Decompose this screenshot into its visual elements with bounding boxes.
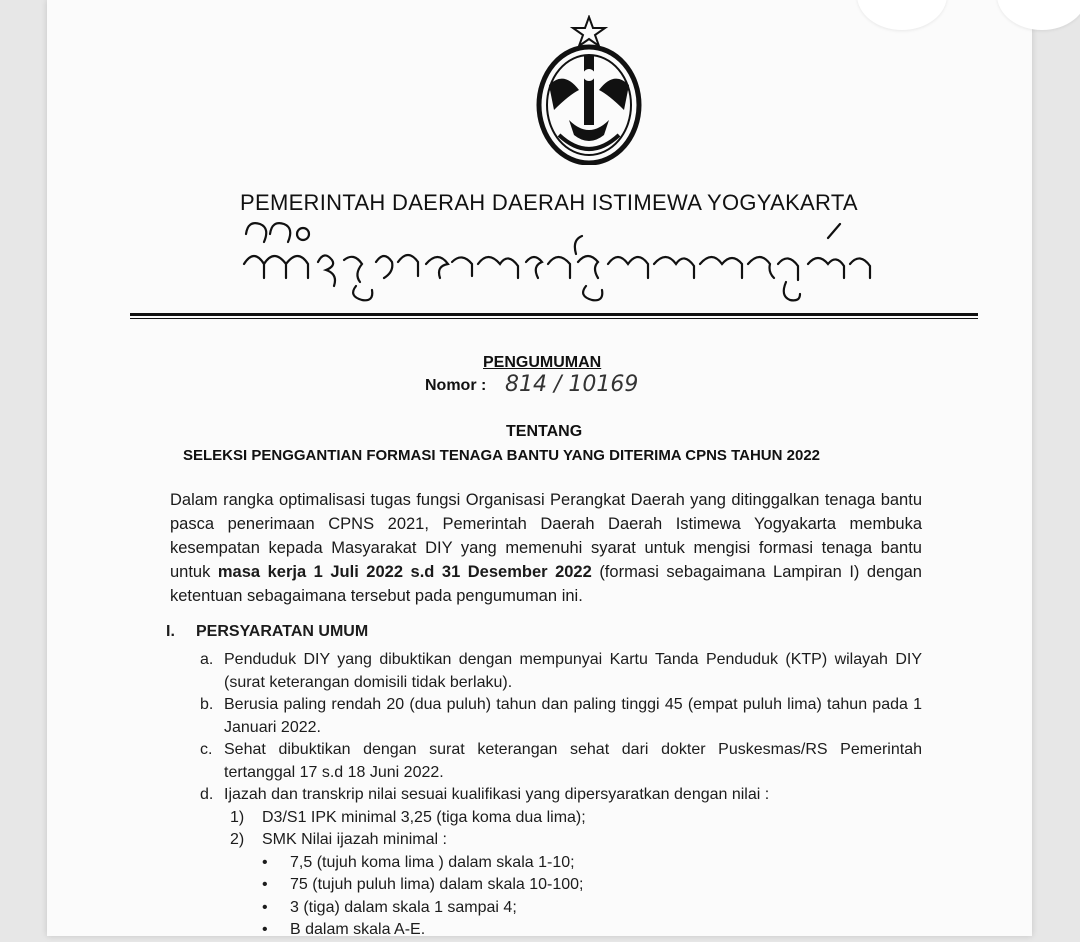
requirements-list — [200, 649, 922, 942]
announcement-about-label: TENTANG — [506, 423, 583, 440]
corner-overlay-left — [857, 0, 947, 30]
item-label: c. — [200, 741, 213, 758]
bullet-item — [262, 874, 922, 897]
javanese-script-icon — [238, 216, 878, 306]
intro-paragraph — [170, 488, 922, 608]
item-label: b. — [200, 696, 214, 713]
sub-item — [230, 829, 922, 852]
sub-item-text: SMK Nilai ijazah minimal : — [262, 831, 447, 848]
bullet-icon: • — [262, 898, 268, 916]
list-item — [200, 649, 922, 694]
bullet-item — [262, 852, 922, 875]
header-rule-thin — [130, 318, 978, 319]
bullet-text: B dalam skala A-E. — [290, 921, 426, 938]
item-label: d. — [200, 786, 214, 803]
item-text: Sehat dibuktikan dengan surat keterangan sehat dari dokter Puskesmas/RS Pemerintah tertanggal 17 s.d 18 Juni 2022. — [224, 741, 922, 781]
bullet-text: 3 (tiga) dalam skala 1 sampai 4; — [290, 898, 517, 916]
item-text: Ijazah dan transkrip nilai sesuai kualifikasi yang dipersyaratkan dengan nilai : — [224, 786, 770, 803]
section-title — [166, 623, 368, 641]
corner-overlay-right — [997, 0, 1080, 30]
agency-name: PEMERINTAH DAERAH DAERAH ISTIMEWA YOGYAKARTA — [240, 190, 858, 215]
sub-item-label: 2) — [230, 831, 245, 848]
bullet-icon: • — [262, 921, 268, 938]
announcement-title: PENGUMUMAN — [483, 354, 602, 371]
section-number: I. — [166, 623, 175, 640]
bullet-list — [262, 852, 922, 942]
header-rule-thick — [130, 313, 978, 316]
bullet-text: 75 (tujuh puluh lima) dalam skala 10-100; — [290, 876, 584, 893]
intro-text-1: Dalam rangka optimalisasi tugas fungsi Organisasi Perangkat Daerah yang ditinggalkan tenaga bantu pasca penerimaan CPNS 2021, Pemerintah Daerah Daerah Istimewa Yogyakarta membuka kesempatan kepada Masyarakat DIY yang memenuhi syarat untuk mengisi formasi tenaga bantu untuk — [170, 491, 922, 581]
announcement-subject: SELEKSI PENGGANTIAN FORMASI TENAGA BANTU YANG DITERIMA CPNS TAHUN 2022 — [183, 447, 821, 464]
sub-item-text: D3/S1 IPK minimal 3,25 (tiga koma dua lima); — [262, 808, 586, 826]
yogyakarta-emblem-icon — [534, 15, 644, 165]
intro-period-bold: masa kerja 1 Juli 2022 s.d 31 Desember 2022 — [217, 563, 592, 581]
section-heading: PERSYARATAN UMUM — [196, 623, 369, 640]
bullet-item — [262, 919, 922, 942]
item-text: Berusia paling rendah 20 (dua puluh) tahun dan paling tinggi 45 (empat puluh lima) tahun pada 1 Januari 2022. — [224, 696, 922, 736]
bullet-item — [262, 897, 922, 920]
sub-item — [230, 807, 922, 830]
bullet-icon: • — [262, 853, 268, 871]
intro-text-2: (formasi sebagaimana Lampiran I) dengan ketentuan sebagaimana tersebut pada pengumuman ini. — [170, 563, 922, 605]
document-page — [47, 0, 1032, 936]
item-label: a. — [200, 651, 214, 668]
announcement-number-value: 814 / 10169 — [505, 372, 639, 397]
bullet-text: 7,5 (tujuh koma lima ) dalam skala 1-10; — [290, 853, 575, 871]
bullet-icon: • — [262, 876, 268, 893]
item-text: Penduduk DIY yang dibuktikan dengan mempunyai Kartu Tanda Penduduk (KTP) wilayah DIY (surat keterangan domisili tidak berlaku). — [224, 651, 922, 691]
list-item — [200, 694, 922, 739]
announcement-number-label: Nomor : — [425, 377, 487, 394]
list-item — [200, 739, 922, 784]
sub-item-label: 1) — [230, 808, 245, 826]
list-item — [200, 784, 922, 807]
